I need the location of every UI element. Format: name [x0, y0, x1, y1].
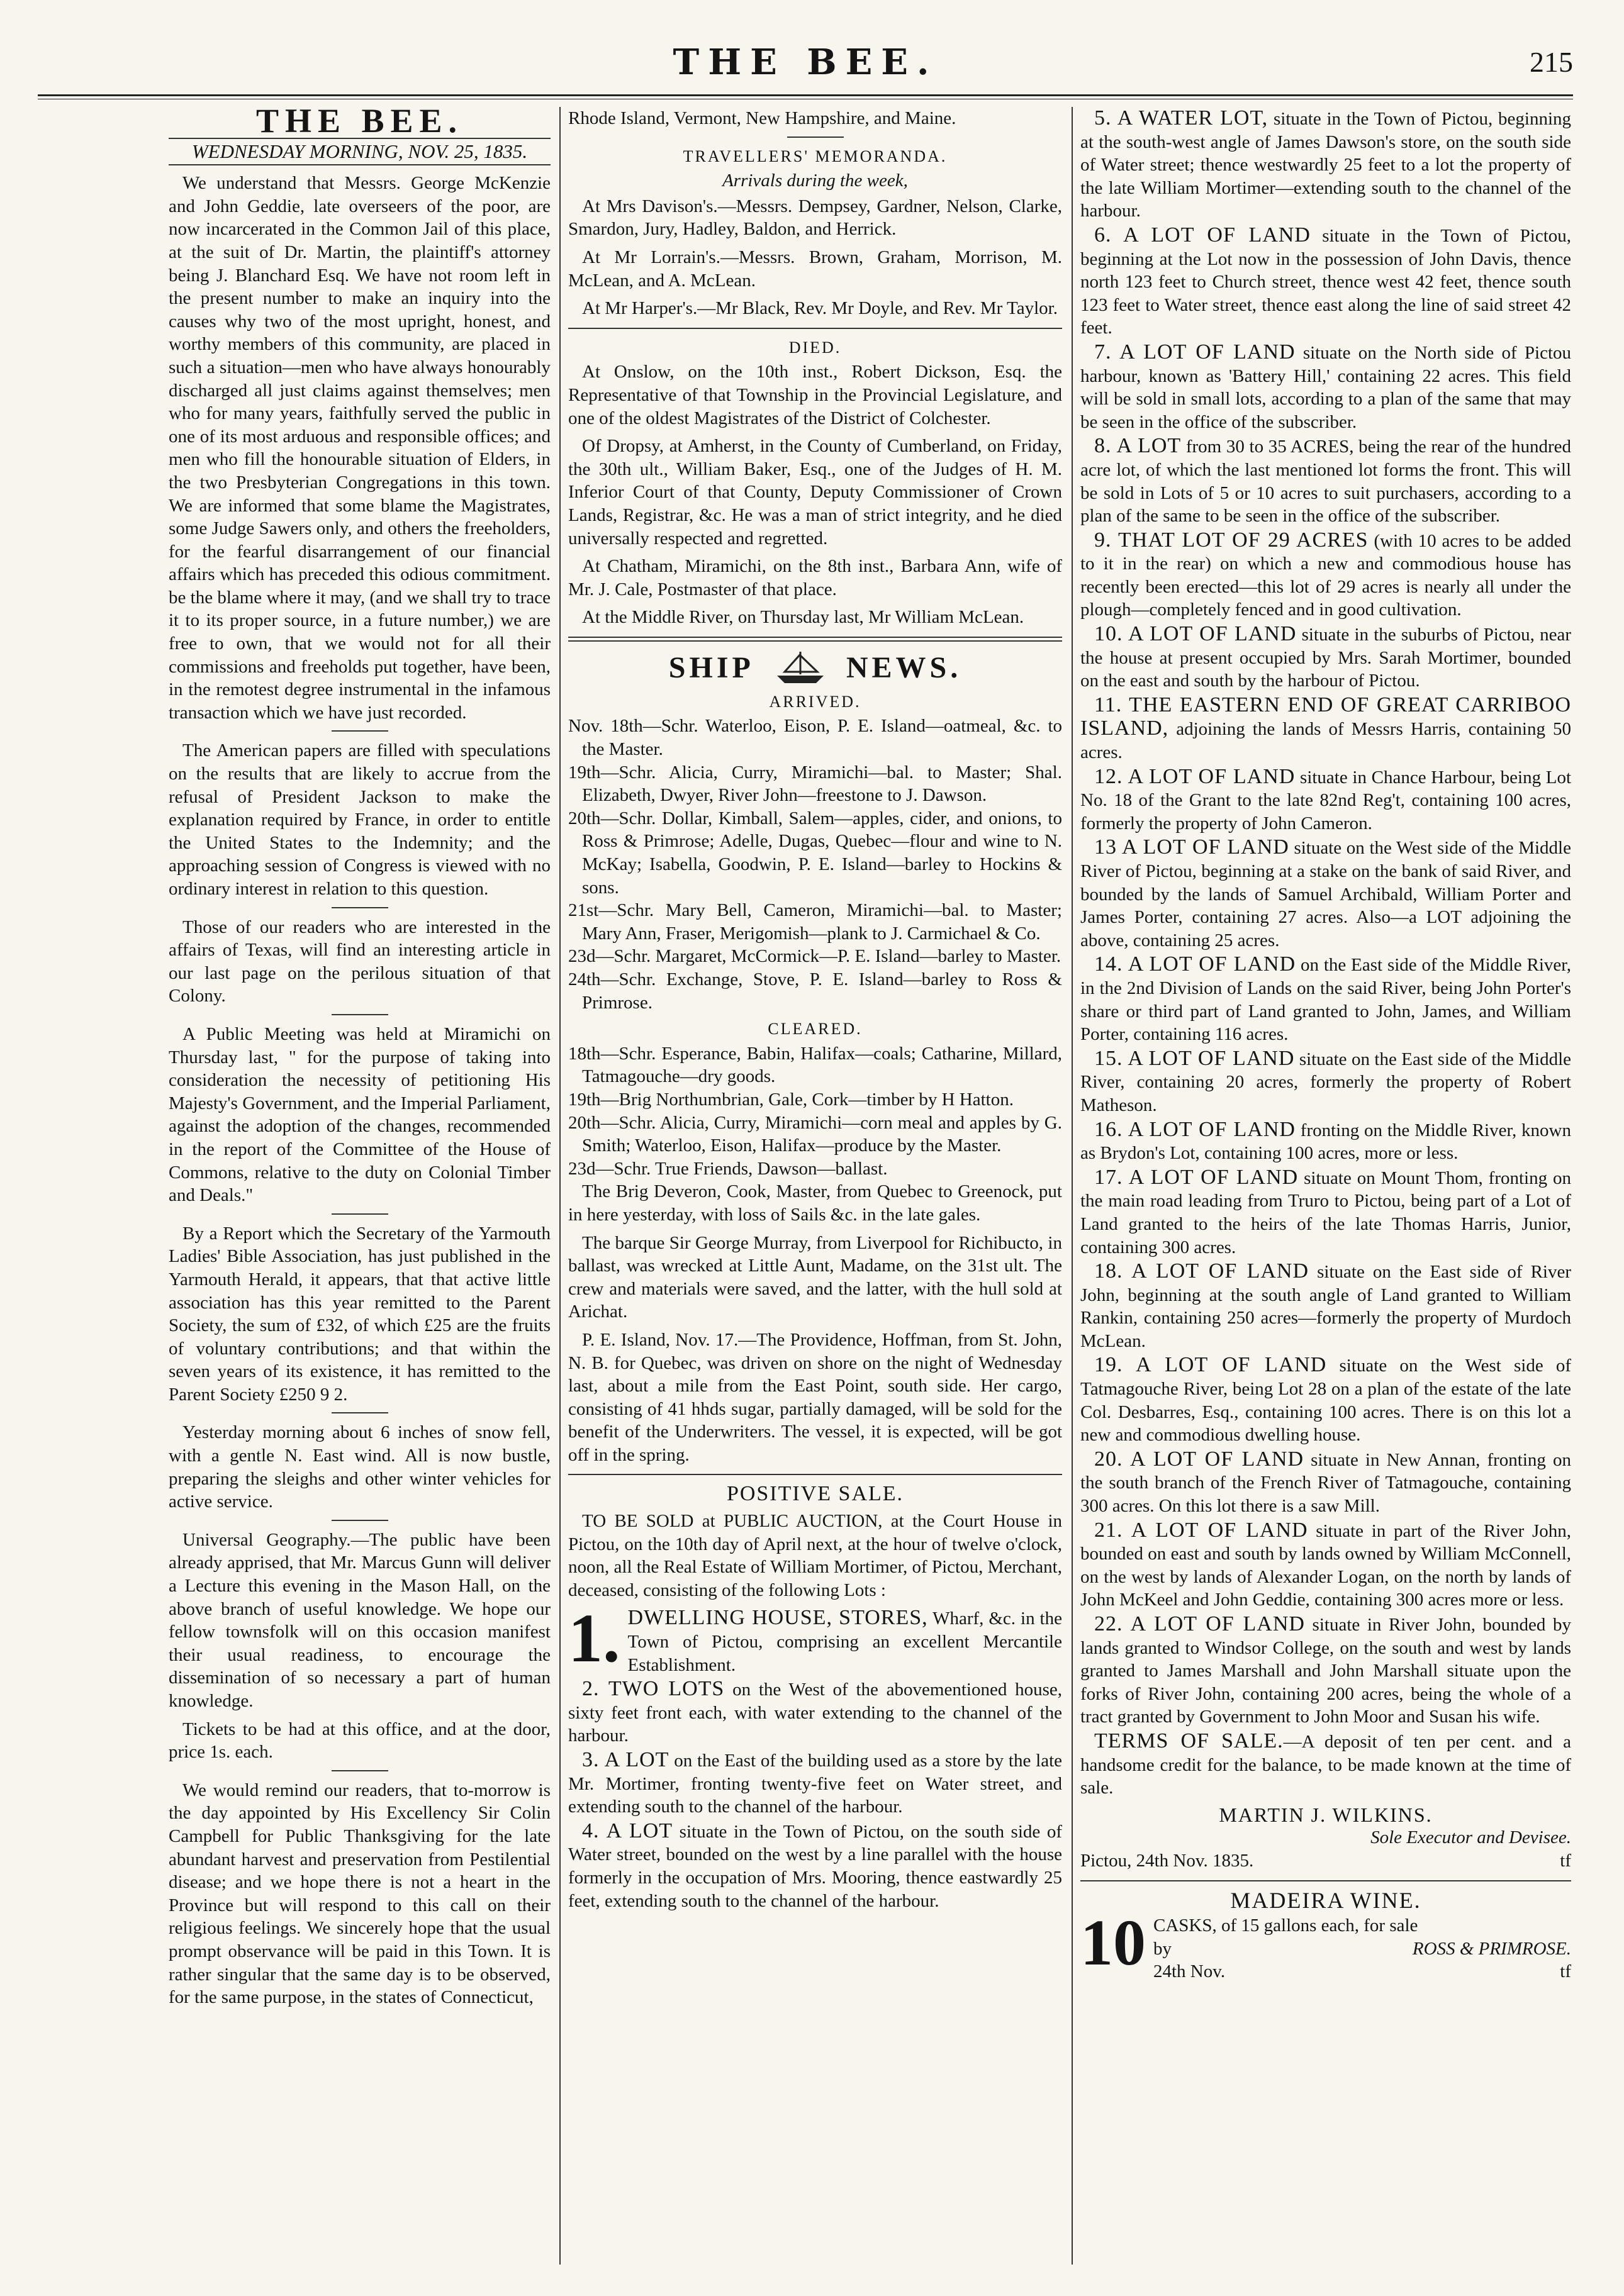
lot-text: situate on the North side of Pictou harbour, known as 'Battery Hill,' containing 22 acres. This field will be sold in small lots, according to a plan of the same that may be seen in the office of the subscriber. [1080, 342, 1571, 432]
lot-text: situate in the Town of Pictou, on the south side of Water street, bounded on the west by a line parallel with the house formerly in the occupation of Mrs. Mooring, thence eastwardly 25 feet, extending south to the channel of the harbour. [568, 1821, 1062, 1911]
lot-heading: 19. A LOT OF LAND [1094, 1353, 1327, 1377]
article-paragraph: We understand that Messrs. George McKenzie and John Geddie, late overseers of the poor, are now incarcerated in the Common Jail of this place, at the suit of Dr. Martin, the plaintiff's attorney being J. Blanchard Esq. We have not room left in the present number to make an inquiry into the causes why two of the most upright, honest, and worthy members of this community, are placed in such a situation—men who have always honourably discharged all just claims against themselves; men who for many years, faithfully served the public in one of its most arduous and responsible offices; and men who fill the honourable situation of Elders, in the two Presbyterian Congregations in this town. We are informed that some blame the Magistrates, some Judge Sawers only, and others the freeholders, for the fearful disarrangement of our financial affairs which has preceded this odious commitment. be the blame where it may, (and we shall try to trace it to its proper source, in a future number,) we are free to own, that we would not for all their commissions and freeholds put together, have been, in the remotest degree instrumental in the infamous transaction which we have just recorded. [169, 173, 551, 723]
lot-heading: 2. TWO LOTS [582, 1677, 725, 1701]
lot-heading: 4. A LOT [582, 1819, 673, 1842]
cleared-entry: 20th—Schr. Alicia, Curry, Miramichi—corn meal and apples by G. Smith; Waterloo, Eison, Halifax—produce by the Master. [568, 1112, 1062, 1156]
travellers-heading: TRAVELLERS' MEMORANDA. [683, 147, 948, 165]
column-auction [1080, 107, 1571, 2271]
lot-heading: 14. A LOT OF LAND [1094, 952, 1296, 976]
lot-entry [1080, 1354, 1571, 1446]
died-heading: DIED. [788, 338, 842, 357]
lot-heading: 13 A LOT OF LAND [1094, 835, 1289, 859]
page-number: 215 [1530, 46, 1573, 78]
lot-drop-number: 1. [568, 1600, 620, 1677]
column-news [568, 107, 1062, 2271]
article-paragraph: A Public Meeting was held at Miramichi on Thursday last, " for the purpose of taking into consideration the necessity of petitioning His Majesty's Government, and the Imperial Parliament, against the adoption of the changes, recommended in the report of the Committee of the House of Commons, relative to the duty on Colonial Timber and Deals." [169, 1023, 551, 1206]
article-paragraph: Tickets to be had at this office, and at the door, price 1s. each. [169, 1719, 551, 1763]
divider [332, 1213, 388, 1215]
lot-text: (with 10 acres to be added to it in the rear) on which a new and commodious house has recently been erected—this lot of 29 acres is nearly all under the plough—completely fenced and in good cultivation. [1080, 530, 1571, 620]
article-paragraph: Those of our readers who are interested in the affairs of Texas, will find an interesting article in our last page on the perilous situation of that Colony. [169, 917, 551, 1006]
sale-dateline [1080, 1849, 1571, 1873]
lot-text: situate in the Town of Pictou, beginning at the Lot now in the possession of John Davis, thence north 123 feet to Church street, thence west 42 feet, thence south 123 feet to Water street, thence east along the line of said street 42 feet. [1080, 225, 1571, 338]
wine-number: 10 [1080, 1907, 1146, 1980]
lot-text: situate in part of the River John, bounded on east and south by lands owned by William McConnell, on the west by lands of Alexander Logan, on the north by lands of John McKeel and John Geddie, containing 300 acres more or less. [1080, 1520, 1571, 1610]
divider [568, 637, 1062, 642]
cleared-entry: 23d—Schr. True Friends, Dawson—ballast. [568, 1158, 888, 1179]
travellers-entry: At Mr Lorrain's.—Messrs. Brown, Graham, Morrison, M. McLean, and A. McLean. [568, 247, 1062, 291]
lot-entry [1080, 341, 1571, 433]
lot-heading: 7. A LOT OF LAND [1094, 340, 1296, 364]
column-editorial [169, 107, 551, 2271]
lot-entry [568, 1600, 1062, 1677]
divider [332, 730, 388, 732]
travellers-subheading: Arrivals during the week, [722, 170, 908, 191]
lot-heading: 6. A LOT OF LAND [1094, 223, 1311, 247]
lot-text: situate on the West side of the Middle River of Pictou, beginning at a stake on the bank of said River, and bounded by the lands of Samuel Archibald, William Porter and James Porter, containing 27 acres. Also—a LOT adjoining the above, containing 25 acres. [1080, 838, 1571, 950]
lot-entry [1080, 836, 1571, 952]
travellers-entry: At Mrs Davison's.—Messrs. Dempsey, Gardner, Nelson, Clarke, Smardon, Jury, Hadley, Baldon, and Herrick. [568, 196, 1062, 240]
divider [568, 1474, 1062, 1475]
wine-tf-mark: tf [1560, 1961, 1571, 1982]
obituary-entry: At Chatham, Miramichi, on the 8th inst., Barbara Ann, wife of Mr. J. Cale, Postmaster of that place. [568, 556, 1062, 599]
divider [1080, 1880, 1571, 1881]
article-paragraph: The American papers are filled with speculations on the results that are likely to accrue from the refusal of President Jackson to make the explanation required by France, in order to entitle the United States to the Indemnity; and the approaching session of Congress is viewed with no ordinary interest in relation to this question. [169, 740, 551, 899]
signer-role: Sole Executor and Devisee. [1370, 1827, 1571, 1848]
wine-heading: MADEIRA WINE. [1230, 1887, 1421, 1913]
lot-heading: 11. THE EASTERN END OF GREAT CARRIBOO ISLAND, [1080, 693, 1571, 740]
ship-news-word: SHIP [668, 650, 754, 684]
lot-text: situate on the East side of River John, beginning at the south angle of Land granted to William Rankin, containing 250 acres—formerly the property of Murdoch McLean. [1080, 1262, 1571, 1351]
lot-heading: 10. A LOT OF LAND [1094, 622, 1297, 646]
ship-paragraph: The barque Sir George Murray, from Liverpool for Richibucto, in ballast, was wrecked at Little Aunt, Madame, on the 31st ult. The crew and materials were saved, and the latter, with the hull sold at Arichat. [568, 1232, 1062, 1322]
lot-heading: 21. A LOT OF LAND [1094, 1518, 1308, 1542]
lot-text: situate in the suburbs of Pictou, near the house at present occupied by Mrs. Sarah Mortimer, bounded on the east and south by the harbour of Pictou. [1080, 625, 1571, 691]
wine-seller: ROSS & PRIMROSE. [1412, 1938, 1571, 1959]
masthead [38, 39, 1573, 99]
lot-text: on the East of the building used as a store by the late Mr. Mortimer, fronting twenty-five feet on Water street, and extending south to the channel of the harbour. [568, 1751, 1062, 1817]
wine-advert [1080, 1907, 1571, 1983]
lot-text: situate in New Annan, fronting on the south branch of the French River of Tatmagouche, containing 300 acres. On this lot there is a saw Mill. [1080, 1449, 1571, 1517]
arrival-entry: 23d—Schr. Margaret, McCormick—P. E. Island—barley to Master. [568, 946, 1061, 967]
lot-text: adjoining the lands of Messrs Harris, containing 50 acres. [1080, 719, 1571, 763]
lot-text: situate in River John, bounded by lands granted to Windsor College, on the south and west by lands granted to James Marshall and John Marshall situate upon the forks of River John, containing 200 acres, being the whole of a tract granted by Government to John Moor and Susan his wife. [1080, 1615, 1571, 1727]
arrived-heading: ARRIVED. [769, 692, 861, 711]
sale-date: Pictou, 24th Nov. 1835. [1080, 1850, 1254, 1871]
wine-by: by [1153, 1938, 1172, 1959]
masthead-title: THE BEE. [673, 42, 938, 83]
ship-paragraph: The Brig Deveron, Cook, Master, from Quebec to Greenock, put in here yesterday, with loss of Sails &c. in the late gales. [568, 1181, 1062, 1225]
lot-entry [1080, 694, 1571, 764]
lot-heading: 17. A LOT OF LAND [1094, 1165, 1299, 1189]
lot-text: situate on the East side of the Middle River, containing 20 acres, formerly the property of Robert Matheson. [1080, 1049, 1571, 1115]
paper-title: THE BEE. [255, 107, 464, 140]
obituary-entry: At Onslow, on the 10th inst., Robert Dickson, Esq. the Representative of that Township in the Provincial Legislature, and one of the oldest Magistrates of the District of Colchester. [568, 362, 1062, 428]
terms-of-sale [1080, 1730, 1571, 1800]
lot-entry [1080, 1166, 1571, 1259]
lot-entry [1080, 953, 1571, 1045]
lot-heading: 8. A LOT [1094, 434, 1182, 458]
divider [332, 1770, 388, 1771]
lot-heading: 12. A LOT OF LAND [1094, 764, 1296, 788]
continuation-text: Rhode Island, Vermont, New Hampshire, and Maine. [568, 108, 956, 128]
lot-entry [1080, 1519, 1571, 1612]
cleared-entry: 18th—Schr. Esperance, Babin, Halifax—coals; Catharine, Millard, Tatmagouche—dry goods. [568, 1043, 1062, 1087]
lot-heading: 9. THAT LOT OF 29 ACRES [1094, 528, 1369, 552]
lot-entry [1080, 766, 1571, 835]
issue-dateline: WEDNESDAY MORNING, NOV. 25, 1835. [169, 138, 551, 166]
divider [332, 1412, 388, 1413]
lot-heading: 5. A WATER LOT, [1094, 107, 1268, 130]
signer-name: MARTIN J. WILKINS. [1219, 1803, 1433, 1826]
lot-heading: 22. A LOT OF LAND [1094, 1612, 1305, 1636]
divider [787, 137, 844, 138]
divider [568, 328, 1062, 329]
lot-entry [1080, 623, 1571, 693]
lot-text: situate in Chance Harbour, being Lot No. 18 of the Grant to the late 82nd Reg't, containing 100 acres, formerly the property of John Cameron. [1080, 767, 1571, 833]
divider [332, 907, 388, 908]
lot-entry [1080, 1118, 1571, 1165]
lot-entry [1080, 1047, 1571, 1117]
terms-heading: TERMS OF SALE. [1094, 1729, 1284, 1753]
auction-intro: TO BE SOLD at PUBLIC AUCTION, at the Court House in Pictou, on the 10th day of April next, at the hour of twelve o'clock, noon, all the Real Estate of William Mortimer, of Pictou, Merchant, deceased, consisting of the following Lots : [568, 1511, 1062, 1600]
obituary-entry: At the Middle River, on Thursday last, Mr William McLean. [582, 607, 1024, 628]
lot-entry [1080, 224, 1571, 340]
lot-heading: 18. A LOT OF LAND [1094, 1259, 1309, 1283]
arrival-entry: 20th—Schr. Dollar, Kimball, Salem—apples, cider, and onions, to Ross & Primrose; Adelle, Dugas, Quebec—flour and wine to N. McKay; Isabella, Goodwin, P. E. Island—barley to Hockins & sons. [568, 808, 1062, 898]
lot-entry [568, 1820, 1062, 1912]
cleared-entry: 19th—Brig Northumbrian, Gale, Cork—timber by H Hatton. [568, 1089, 1014, 1110]
arrival-entry: 24th—Schr. Exchange, Stove, P. E. Island—barley to Ross & Primrose. [568, 969, 1062, 1013]
ship-paragraph: P. E. Island, Nov. 17.—The Providence, Hoffman, from St. John, N. B. for Quebec, was driven on shore on the night of Wednesday last, about a mile from the East Point, south side. Her cargo, consisting of 41 hhds sugar, partially damaged, will be sold for the benefit of the Underwriters. The vessel, it is expected, will be got off in the spring. [568, 1329, 1062, 1465]
lot-entry [1080, 1613, 1571, 1729]
wine-date-line [1153, 1960, 1571, 1983]
lot-text: fronting on the Middle River, known as Brydon's Lot, containing 100 acres, more or less. [1080, 1120, 1571, 1164]
wine-date: 24th Nov. [1153, 1961, 1226, 1982]
column-divider [559, 107, 561, 2265]
lot-entry [1080, 435, 1571, 527]
lot-text: on the West of the abovementioned house, sixty feet front each, with water extending to the channel of the harbour. [568, 1680, 1062, 1746]
divider [332, 1520, 388, 1521]
travellers-entry: At Mr Harper's.—Mr Black, Rev. Mr Doyle, and Rev. Mr Taylor. [582, 298, 1058, 319]
lot-heading: 20. A LOT OF LAND [1094, 1447, 1304, 1471]
ship-news-heading [568, 649, 1062, 687]
lot-text: situate in the Town of Pictou, beginning at the south-west angle of James Dawson's store, on the south side of Water street; thence westwardly 25 feet to a lot the property of the late William Mortimer—extending south to the channel of the harbour. [1080, 109, 1571, 221]
article-paragraph: Yesterday morning about 6 inches of snow fell, with a gentle N. East wind. All is now bustle, preparing the sleighs and other winter vehicles for active service. [169, 1422, 551, 1512]
sale-tf-mark: tf [1560, 1850, 1571, 1871]
wine-seller-line [1153, 1937, 1571, 1961]
article-paragraph: We would remind our readers, that to-morrow is the day appointed by His Excellency Sir Colin Campbell for Public Thanksgiving for the late abundant harvest and preservation from Pestilential disease; and we hope there is not a heart in the Province but will respond to this call on their religious feelings. We sincerely hope that the usual prompt observance will be paid in this Town. It is rather singular that the same day is to be observed, for the same purpose, in the states of Connecticut, [169, 1780, 551, 2008]
lot-entry [1080, 107, 1571, 223]
lot-heading: 3. A LOT [582, 1748, 669, 1771]
lot-text: situate on the West side of Tatmagouche River, being Lot 28 on a plan of the estate of the late Col. Desbarres, Esq., containing 100 acres. There is on this lot a new and commodious dwelling house. [1080, 1356, 1571, 1446]
ship-icon [772, 649, 829, 687]
lot-heading: 15. A LOT OF LAND [1094, 1046, 1295, 1070]
lot-entry [568, 1678, 1062, 1747]
lot-entry [1080, 529, 1571, 621]
article-paragraph: Universal Geography.—The public have been already apprised, that Mr. Marcus Gunn will deliver a Lecture this evening in the Mason Hall, on the above branch of useful knowledge. We hope our fellow townsfolk will on this occasion manifest their usual readiness, to encourage the dissemination of so necessary a part of human knowledge. [169, 1529, 551, 1711]
arrival-entry: Nov. 18th—Schr. Waterloo, Eison, P. E. Island—oatmeal, &c. to the Master. [568, 716, 1062, 760]
lot-text: Wharf, &c. in the Town of Pictou, comprising an excellent Mercantile Establishment. [627, 1608, 1062, 1675]
lot-text: from 30 to 35 ACRES, being the rear of the hundred acre lot, of which the last mentioned lot forms the front. This will be sold in Lots of 5 or 10 acres to suit purchasers, according to a plan of the same to be seen in the office of the subscriber. [1080, 437, 1571, 527]
arrival-entry: 21st—Schr. Mary Bell, Cameron, Miramichi—bal. to Master; Mary Ann, Fraser, Merigomish—plank to J. Carmichael & Co. [568, 900, 1062, 944]
article-paragraph: By a Report which the Secretary of the Yarmouth Ladies' Bible Association, has just published in the Yarmouth Herald, it appears, that that active little association has this year remitted to the Parent Society, the sum of £32, of which £25 are the fruits of voluntary contributions; and that within the seven years of its existence, it has remitted to the Parent Society £250 9 2. [169, 1223, 551, 1405]
column-divider [1072, 107, 1073, 2265]
lot-entry [1080, 1448, 1571, 1518]
arrival-entry: 19th—Schr. Alicia, Curry, Miramichi—bal. to Master; Shal. Elizabeth, Dwyer, River John—freestone to J. Dawson. [568, 762, 1062, 806]
cleared-heading: CLEARED. [768, 1020, 863, 1039]
divider [332, 1014, 388, 1015]
masthead-rule [38, 94, 1573, 99]
obituary-entry: Of Dropsy, at Amherst, in the County of Cumberland, on Friday, the 30th ult., William Baker, Esq., one of the Judges of H. M. Inferior Court of that County, Deputy Commissioner of Crown Lands, Registrar, &c. He was a man of strict integrity, and he died universally respected and regretted. [568, 436, 1062, 549]
lot-text: situate on Mount Thom, fronting on the main road leading from Truro to Pictou, being part of a Lot of Land granted to the heirs of the late Thomas Harris, Junior, containing 300 acres. [1080, 1168, 1571, 1257]
lot-entry [1080, 1260, 1571, 1352]
wine-text: CASKS, of 15 gallons each, for sale [1153, 1915, 1418, 1936]
ship-news-word: NEWS. [846, 650, 962, 684]
terms-text: —A deposit of ten per cent. and a handsome credit for the balance, to be made known at the time of sale. [1080, 1731, 1571, 1798]
lot-heading: 16. A LOT OF LAND [1094, 1117, 1296, 1141]
lot-heading: DWELLING HOUSE, STORES, [627, 1606, 928, 1630]
lot-entry [568, 1749, 1062, 1819]
auction-heading: POSITIVE SALE. [726, 1482, 904, 1506]
lot-text: on the East side of the Middle River, in the 2nd Division of Lands on the said River, being John Porter's share or third part of Land granted to John, James, and William Porter, containing 116 acres. [1080, 955, 1571, 1045]
